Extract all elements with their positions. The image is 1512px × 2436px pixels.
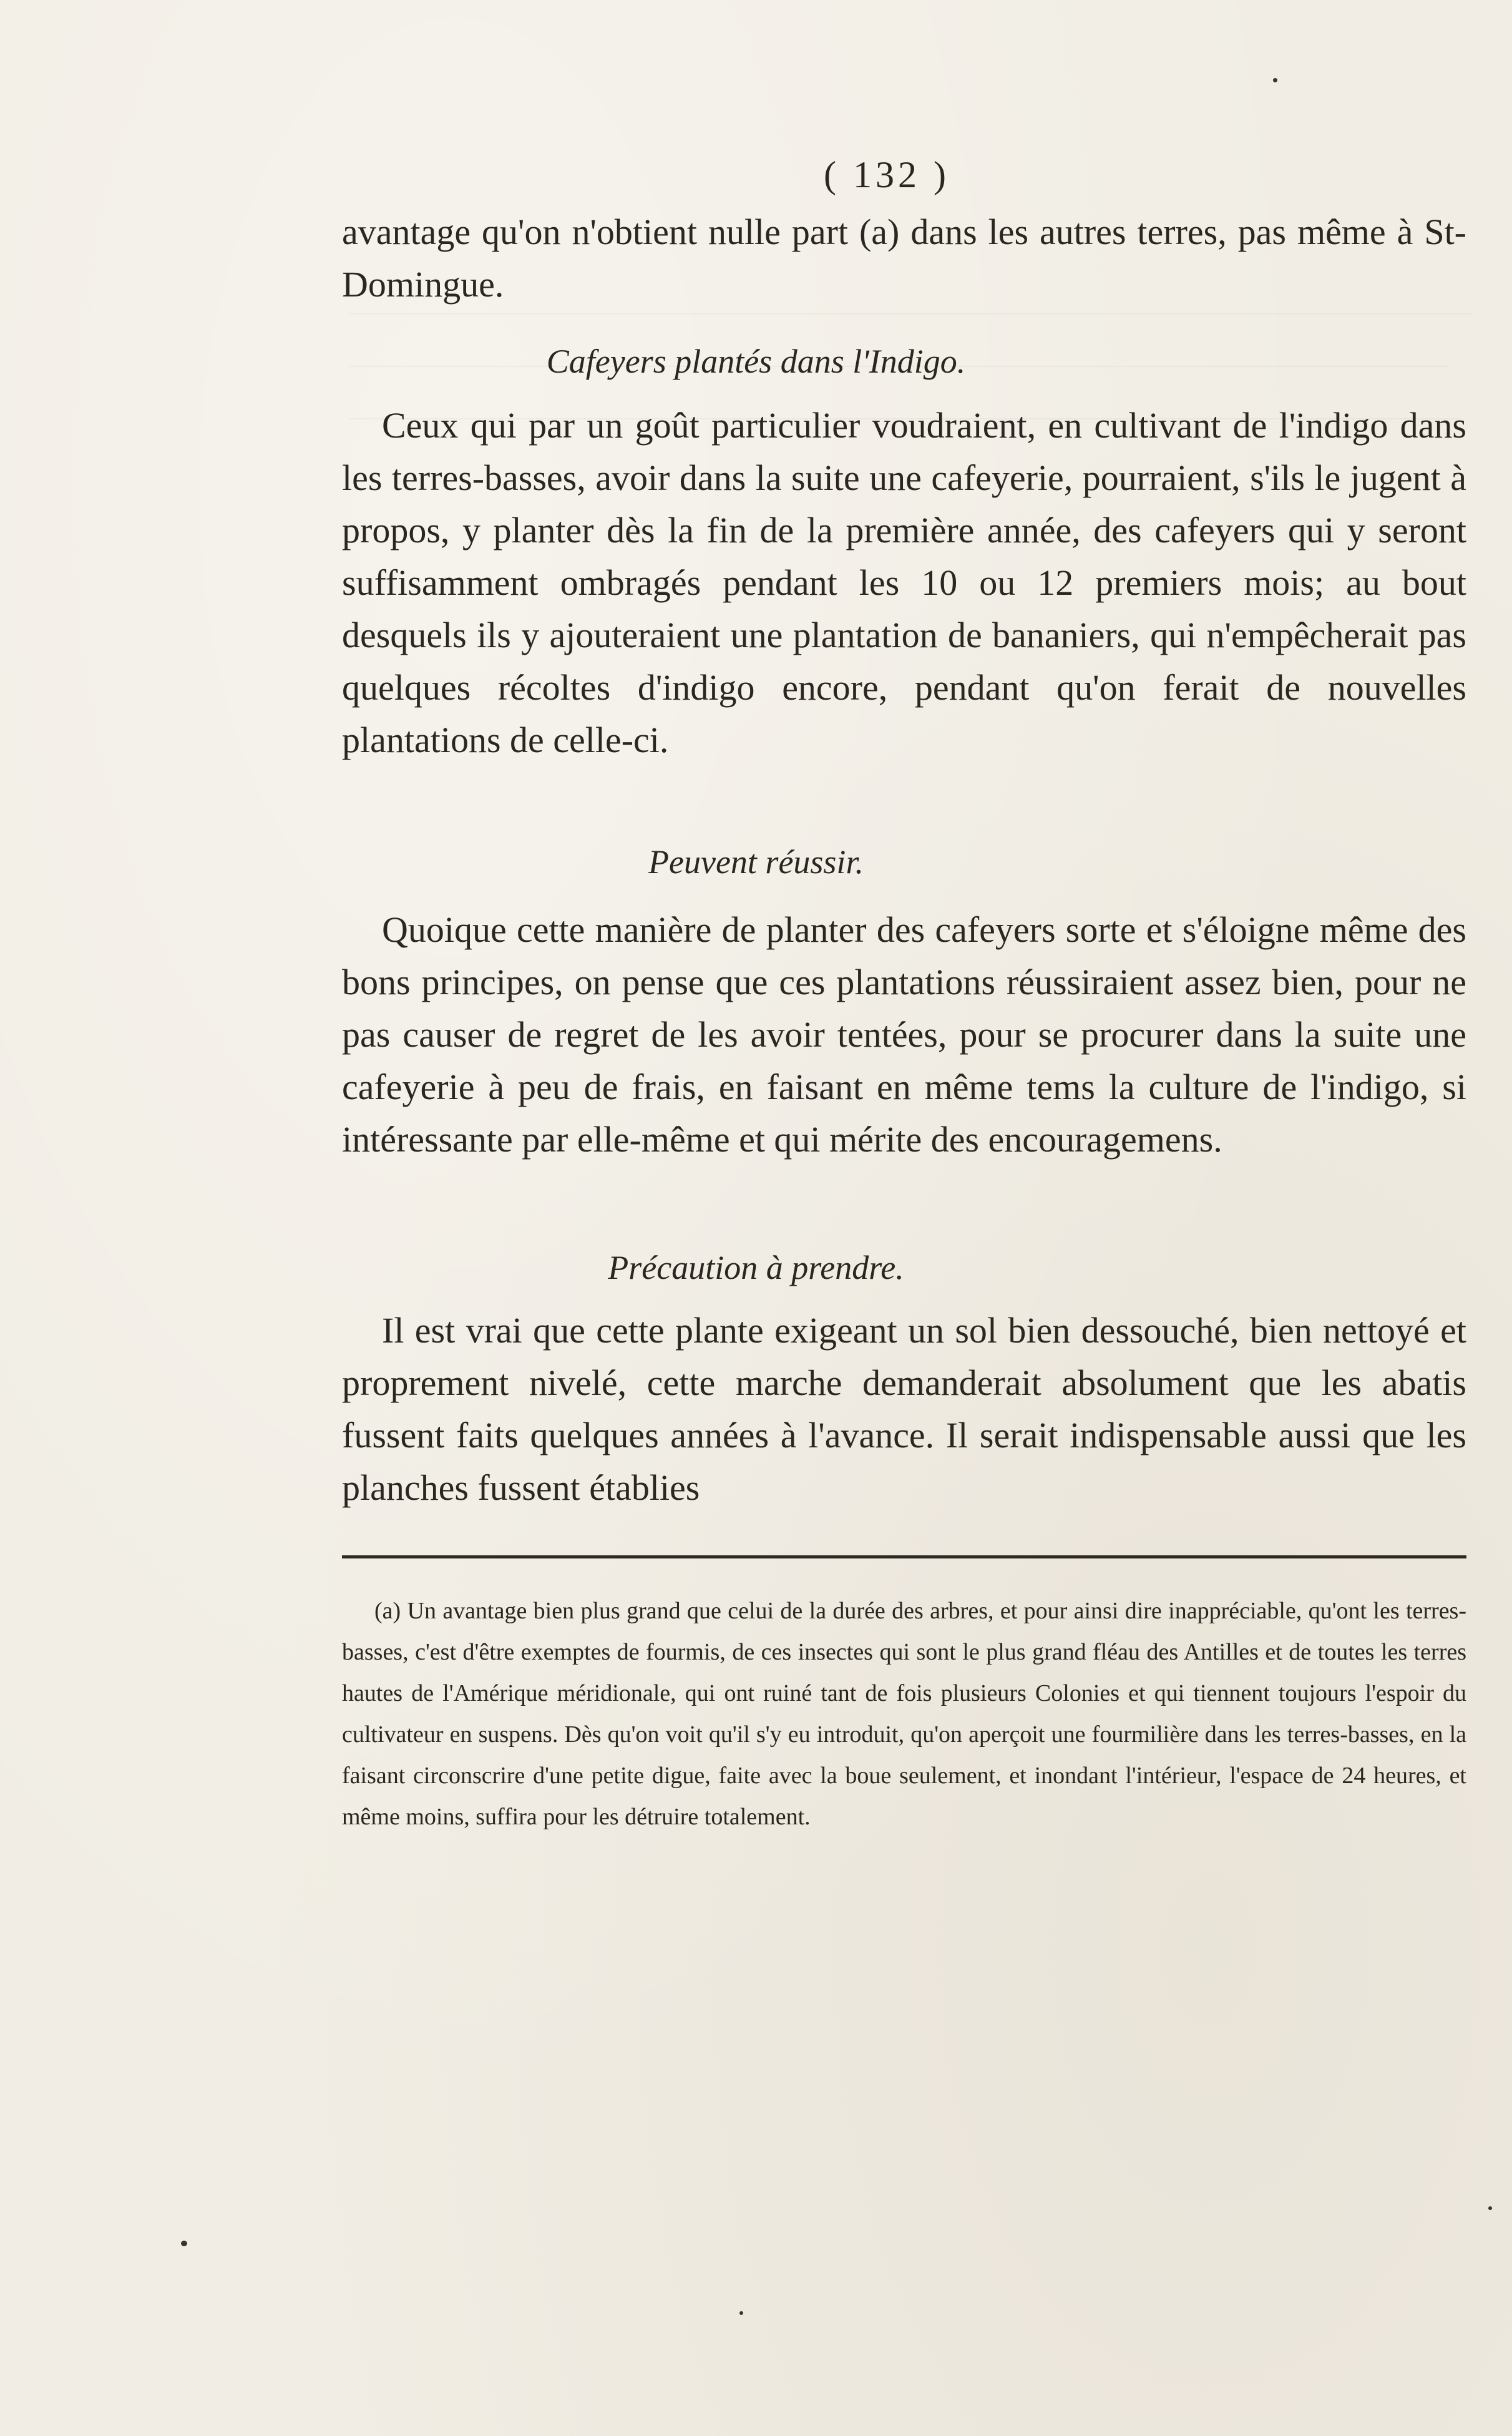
paper-speck [739, 2311, 743, 2315]
footnote-rule [342, 1555, 1466, 1558]
section-heading-precaution: Précaution à prendre. [608, 1249, 904, 1286]
section-heading-reussir: Peuvent réussir. [648, 843, 864, 881]
paragraph-reussir: Quoique cette manière de planter des cafeyers sorte et s'éloigne même des bons principes, on pense que ces plantations réussiraient assez bien, pour ne pas causer de regret de les avoir tentées, pour se procurer dans la suite une cafeyerie à peu de frais, en faisant en même tems la culture de l'indigo, si intéressante par elle-même et qui mérite des encouragemens. [342, 909, 1466, 1160]
paragraph-cafeyers: Ceux qui par un goût particulier voudraient, en cultivant de l'indigo dans les terres-basses, avoir dans la suite une cafeyerie, pourraient, s'ils le jugent à propos, y planter dès la fin de la première année, des cafeyers qui y seront suffisamment ombragés pendant les 10 ou 12 premiers mois; au bout desquels ils y ajouteraient une plantation de bananiers, qui n'empêcherait pas quelques récoltes d'indigo encore, pendant qu'on ferait de nouvelles plantations de celle-ci. [342, 405, 1466, 760]
footnote: (a) Un avantage bien plus grand que celui de la durée des arbres, et pour ainsi dire inappréciable, qu'ont les terres-basses, c'est d'être exemptes de fourmis, de ces insectes qui sont le plus grand fléau des Antilles et de toutes les terres hautes de l'Amérique méridionale, qui ont ruiné tant de fois plusieurs Colonies et qui tiennent toujours l'espoir du cultivateur en suspens. Dès qu'on voit qu'il s'y eu introduit, qu'on aperçoit une fourmilière dans les terres-basses, en la faisant circonscrire d'une petite digue, faite avec la boue seulement, et inondant l'intérieur, l'espace de 24 heures, et même moins, suffira pour les détruire totalement. [342, 1598, 1466, 1830]
paper-speck [1273, 78, 1277, 82]
section-heading-cafeyers: Cafeyers plantés dans l'Indigo. [546, 343, 966, 380]
page-number: ( 132 ) [824, 154, 950, 195]
paragraph-continuation: avantage qu'on n'obtient nulle part (a) dans les autres terres, pas même à St-Domingue. [342, 212, 1466, 305]
paper-speck [1488, 2206, 1492, 2210]
paragraph-precaution: Il est vrai que cette plante exigeant un sol bien dessouché, bien nettoyé et proprement nivelé, cette marche demanderait absolument que les abatis fussent faits quelques années à l'avance. Il serait indispensable aussi que les planches fussent établies [342, 1310, 1466, 1508]
paper-speck [181, 2241, 187, 2246]
